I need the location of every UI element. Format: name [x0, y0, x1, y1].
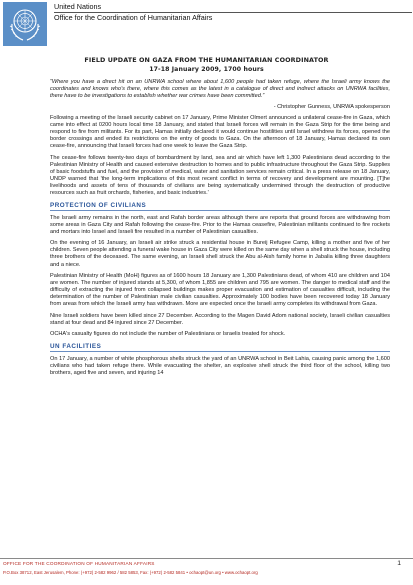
- civilians-paragraph-4: Nine Israeli soldiers have been killed since 27 December. According to the Magen David Adom national society, Israeli civilian casualties stand at four dead and 84 injured since 27 December.: [50, 312, 390, 326]
- intro-paragraph-1: Following a meeting of the Israeli security cabinet on 17 January, Prime Minister Olmert announced a unilateral cease-fire in Gaza, which came into effect at 0200 hours local time 18 January, and stated that Israeli forces will remain in the Gaza Strip for the time being and respond to fire from militants. For its part, Hamas initially declared it would continue hostilities until Israel withdrew its forces, opened the border crossings and ended its restrictions on the entry of goods to Gaza. On the afternoon of 18 January, Hamas declared its own cease-fire, announcing that Israeli forces had one week to leave the Gaza Strip.: [50, 114, 390, 150]
- civilians-paragraph-5: OCHA's casualty figures do not include the number of Palestinians or Israelis treated for shock.: [50, 331, 286, 338]
- quote-attribution: - Christopher Gunness, UNRWA spokesperson: [273, 103, 390, 110]
- footer-contact-info: P.O.Box 38712, East Jerusalem, Phone: (+972) 2-582 9962 / 582 5853, Fax: (+972) 2-582 5841 • ochaopt@un.org • www.ochaopt.org: [3, 570, 258, 575]
- civilians-paragraph-1: The Israeli army remains in the north, east and Rafah border areas although there are reports that ground forces are withdrawing from some areas in Gaza City and Rafah following the cease-fire. Prior to the Hamas ceasefire, Palestinian militants continued to fire rockets and mortars into Israel and Israeli fire resulted in a number of Palestinian casualties.: [50, 214, 390, 235]
- civilians-paragraph-2: On the evening of 16 January, an Israeli air strike struck a residential house in Bureij Refugee Camp, killing a mother and five of her children. Seven people attending a funeral wake house in Gaza City were killed on the same day when a shell struck the house, including three brothers of the deceased. The same evening, an Israeli shell struck the Abu al-Aish family home in Jabalia killing three daughters and a niece.: [50, 240, 390, 268]
- letterhead: [0, 0, 413, 26]
- page-number: 1: [397, 560, 401, 567]
- opening-quote: “Where you have a direct hit on an UNRWA school where about 1,600 people had taken refuge, where the Israeli army knows the coordinates and knows who’s there, where this comes as the latest in a catalogue of direct and indirect attacks on UNRWA facilities, there have to be investigations to establish whether war crimes have been committed.”: [50, 79, 390, 100]
- page-footer: [0, 558, 413, 585]
- section-heading-un-facilities: UN FACILITIES: [50, 343, 390, 352]
- un-emblem-icon: [3, 2, 47, 46]
- section-heading-protection: PROTECTION OF CIVILIANS: [50, 202, 390, 211]
- org-line-2: Office for the Coordination of Humanitarian Affairs: [54, 12, 213, 22]
- civilians-paragraph-3: Palestinian Ministry of Health (MoH) figures as of 1600 hours 18 January are 1,300 Palestinians dead, of whom 410 are children and 104 are women. The number of injured stands at 5,300, of whom 1,855 are children and 795 are women. The danger to medical staff and the difficulty of extracting the injured from collapsed buildings makes proper evacuation and estimation of casualties difficult, including the determination of the number of Palestinian male civilian casualties. Approximately 100 bodies have been recovered today 18 January from areas from which the Israeli army has withdrawn. More are expected once the Israeli army completes its withdrawal from Gaza.: [50, 272, 390, 308]
- intro-paragraph-2: The cease-fire follows twenty-two days of bombardment by land, sea and air which have left 1,300 Palestinians dead according to the Palestinian Ministry of Health and caused extensive destruction to homes and to public infrastructure throughout the Gaza Strip. Supplies of basic foodstuffs and fuel, and the provision of medical, water and sanitation services remain critical. In a press release on 18 January, UNDP warned that 'the long-term implications of this most recent conflict in terms of recovery and development are mounting. [T]he livelihoods and assets of tens of thousands of civilians are being systematically undermined through the destruction of productive resources such as fruit orchards, fisheries, and basic industries.': [50, 154, 390, 197]
- footer-rule: [0, 558, 413, 559]
- org-line-1: United Nations: [54, 2, 102, 11]
- document-title: FIELD UPDATE ON GAZA FROM THE HUMANITARIAN COORDINATOR: [84, 56, 329, 64]
- document-body: [50, 79, 390, 381]
- footer-organization: OFFICE FOR THE COORDINATION OF HUMANITARIAN AFFAIRS: [3, 561, 155, 566]
- un-facilities-paragraph-1: On 17 January, a number of white phosphorous shells struck the yard of an UNRWA school in Beit Lahia, causing panic among the 1,600 civilians who had taken refuge there. While evacuating the shelter, an explosive shell struck the third floor of the school, killing two brothers, aged five and seven, and injuring 14: [50, 355, 390, 376]
- organization-name: [54, 3, 412, 22]
- document-date: 17-18 January 2009, 1700 hours: [149, 66, 264, 73]
